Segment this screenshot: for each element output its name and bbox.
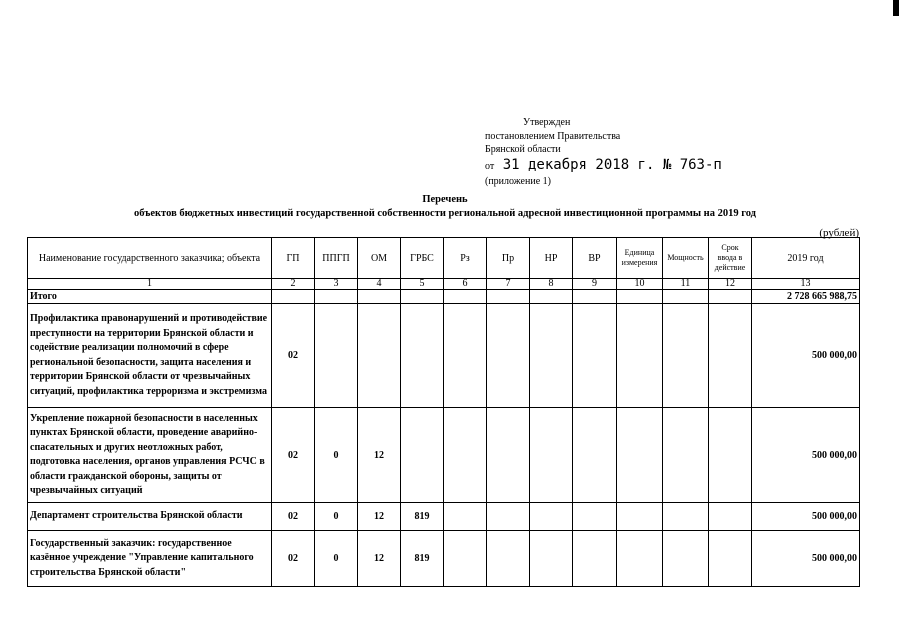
table-row bbox=[28, 408, 860, 503]
date-prefix: от bbox=[485, 160, 495, 172]
cell-om bbox=[358, 304, 401, 408]
header-cell: Наименование государственного заказчика; объекта bbox=[28, 238, 272, 279]
row-name: Укрепление пожарной безопасности в населенных пунктах Брянской области, проведение аварийно-спасательных и других неотложных работ, подготовка населения, органов управления РСЧС в области гражданской обороны, защиты от чрезвычайных ситуаций bbox=[28, 408, 272, 503]
total-amount: 2 728 665 988,75 bbox=[752, 290, 860, 304]
cell-grbs: 819 bbox=[401, 531, 444, 587]
row-amount: 500 000,00 bbox=[752, 304, 860, 408]
row-amount: 500 000,00 bbox=[752, 408, 860, 503]
row-name: Департамент строительства Брянской области bbox=[28, 503, 272, 531]
header-cell: ППГП bbox=[315, 238, 358, 279]
cell-grbs bbox=[401, 408, 444, 503]
cell-ppgp: 0 bbox=[315, 531, 358, 587]
column-number: 4 bbox=[358, 279, 401, 290]
column-number-row bbox=[28, 279, 860, 290]
column-number: 10 bbox=[617, 279, 663, 290]
total-label: Итого bbox=[28, 290, 272, 304]
column-number: 12 bbox=[709, 279, 752, 290]
column-number: 6 bbox=[444, 279, 487, 290]
cell-ppgp bbox=[315, 304, 358, 408]
table-row bbox=[28, 304, 860, 408]
header-cell: Мощность bbox=[663, 238, 709, 279]
column-number: 7 bbox=[487, 279, 530, 290]
header-cell: ГРБС bbox=[401, 238, 444, 279]
table-header-row bbox=[28, 238, 860, 279]
header-cell: ОМ bbox=[358, 238, 401, 279]
column-number: 3 bbox=[315, 279, 358, 290]
column-number: 2 bbox=[272, 279, 315, 290]
row-name: Государственный заказчик: государственное казённое учреждение "Управление капитального строительства Брянской области" bbox=[28, 531, 272, 587]
cell-ppgp: 0 bbox=[315, 408, 358, 503]
header-cell: Рз bbox=[444, 238, 487, 279]
table-row bbox=[28, 531, 860, 587]
header-cell: ВР bbox=[573, 238, 617, 279]
cell-ppgp: 0 bbox=[315, 503, 358, 531]
cell-om: 12 bbox=[358, 531, 401, 587]
column-number: 9 bbox=[573, 279, 617, 290]
approval-title: Утвержден bbox=[523, 117, 571, 128]
column-number: 8 bbox=[530, 279, 573, 290]
approval-block bbox=[485, 116, 722, 188]
row-amount: 500 000,00 bbox=[752, 503, 860, 531]
approval-line: постановлением Правительства bbox=[485, 130, 621, 142]
cell-gp: 02 bbox=[272, 531, 315, 587]
document-title: Перечень bbox=[422, 194, 468, 205]
column-number: 5 bbox=[401, 279, 444, 290]
scan-corner-mark bbox=[893, 0, 899, 16]
cell-om: 12 bbox=[358, 503, 401, 531]
column-number: 1 bbox=[28, 279, 272, 290]
units-label: (рублей) bbox=[819, 227, 859, 239]
header-cell: ГП bbox=[272, 238, 315, 279]
approval-appendix: (приложение 1) bbox=[485, 175, 551, 187]
date-stamp-text: 31 декабря 2018 г. № 763-п bbox=[502, 156, 722, 173]
cell-grbs: 819 bbox=[401, 503, 444, 531]
approval-line: Брянской области bbox=[485, 144, 561, 155]
cell-gp: 02 bbox=[272, 408, 315, 503]
cell-grbs bbox=[401, 304, 444, 408]
document-subtitle: объектов бюджетных инвестиций государственной собственности региональной адресной инвестиционной программы на 2019 год bbox=[133, 208, 756, 219]
row-name: Профилактика правонарушений и противодействие преступности на территории Брянской области и содействие реализации полномочий в сфере региональной безопасности, защита населения и территории Брянской области от чрезвычайных ситуаций, профилактика терроризма и экстремизма bbox=[28, 304, 272, 408]
column-number: 13 bbox=[752, 279, 860, 290]
approval-date-stamp bbox=[485, 157, 722, 175]
column-number: 11 bbox=[663, 279, 709, 290]
header-cell: НР bbox=[530, 238, 573, 279]
cell-gp: 02 bbox=[272, 304, 315, 408]
header-cell: Срок ввода в действие bbox=[709, 238, 752, 279]
cell-om: 12 bbox=[358, 408, 401, 503]
cell-gp: 02 bbox=[272, 503, 315, 531]
table-row bbox=[28, 503, 860, 531]
total-row bbox=[28, 290, 860, 304]
row-amount: 500 000,00 bbox=[752, 531, 860, 587]
header-cell: 2019 год bbox=[752, 238, 860, 279]
header-cell: Пр bbox=[487, 238, 530, 279]
investment-table bbox=[27, 237, 860, 587]
header-cell: Единица измерения bbox=[617, 238, 663, 279]
